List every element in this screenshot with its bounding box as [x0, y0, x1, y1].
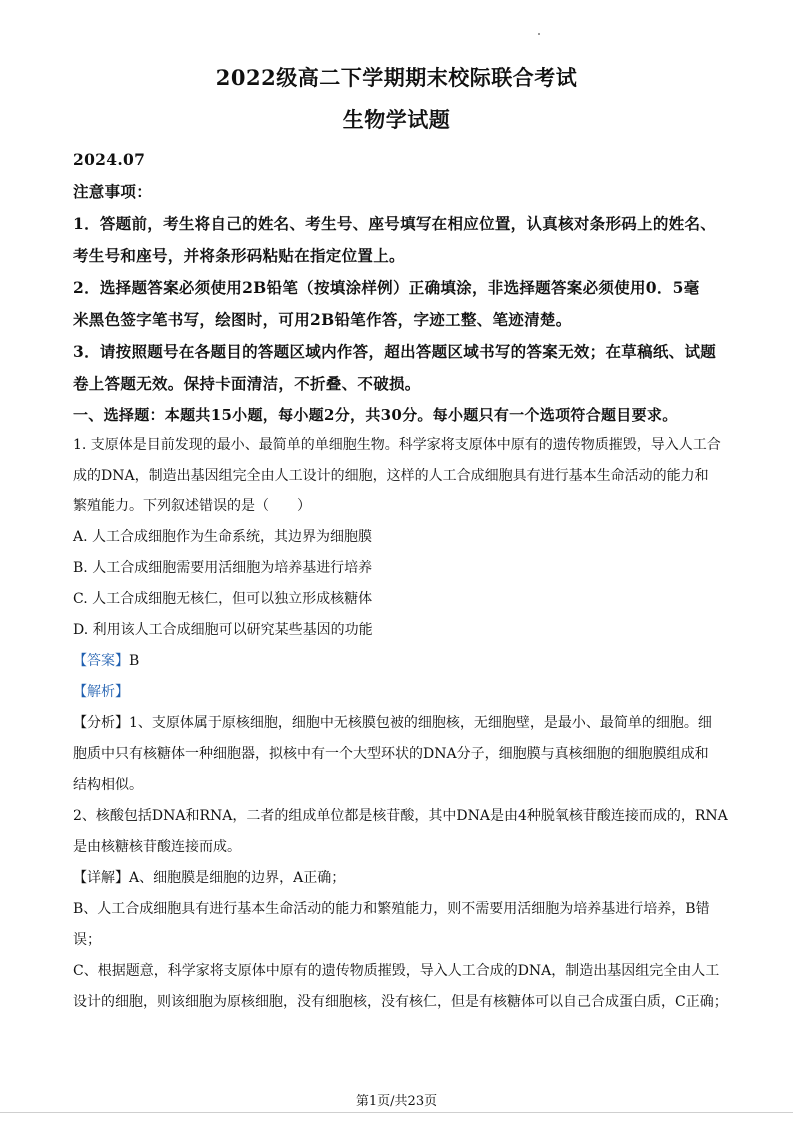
answer-tag: 【答案】: [73, 653, 129, 669]
footer-divider: [0, 1112, 793, 1113]
analysis-text-line: 是由核糖核苷酸连接而成。: [73, 839, 241, 855]
analysis-text-line: 结构相似。: [73, 777, 143, 793]
scan-dot: [538, 33, 540, 35]
question-stem-line: 成的DNA，制造出基因组完全由人工设计的细胞，这样的人工合成细胞具有进行基本生命活动的能力和: [73, 468, 709, 484]
subject-title: 生物学试题: [342, 107, 451, 132]
analysis-text-line: 【分析】1、支原体属于原核细胞，细胞中无核膜包被的细胞核，无细胞壁，是最小、最简单的细胞。细: [73, 715, 712, 731]
notice-heading: 注意事项：: [73, 182, 153, 201]
notice-line: 3．请按照题号在各题目的答题区域内作答，超出答题区域书写的答案无效；在草稿纸、试题: [73, 342, 717, 361]
analysis-text-line: C、根据题意，科学家将支原体中原有的遗传物质摧毁，导入人工合成的DNA，制造出基因组完全由人工: [73, 963, 720, 979]
question-stem-line: 1. 支原体是目前发现的最小、最简单的单细胞生物。科学家将支原体中原有的遗传物质摧毁，导入人工合: [73, 437, 721, 453]
section-heading: 一、选择题：本题共15小题，每小题2分，共30分。每小题只有一个选项符合题目要求。: [73, 406, 678, 424]
notice-line: 卷上答题无效。保持卡面清洁，不折叠、不破损。: [73, 374, 421, 393]
analysis-text-line: 2、核酸包括DNA和RNA，二者的组成单位都是核苷酸，其中DNA是由4种脱氧核苷酸连接而成的，RNA: [73, 808, 728, 824]
page-number: 第1页/共23页: [355, 1094, 438, 1109]
option-c: C. 人工合成细胞无核仁，但可以独立形成核糖体: [73, 591, 373, 607]
notice-line: 2．选择题答案必须使用2B铅笔（按填涂样例）正确填涂，非选择题答案必须使用0．5毫: [73, 278, 700, 297]
answer-value: B: [129, 653, 140, 669]
analysis-tag: 【解析】: [73, 684, 129, 700]
option-a: A. 人工合成细胞作为生命系统，其边界为细胞膜: [73, 529, 373, 545]
notice-line: 米黑色签字笔书写，绘图时，可用2B铅笔作答，字迹工整、笔迹清楚。: [73, 310, 572, 329]
analysis-text-line: B、人工合成细胞具有进行基本生命活动的能力和繁殖能力，则不需要用活细胞为培养基进行培养，B错: [73, 901, 710, 917]
option-b: B. 人工合成细胞需要用活细胞为培养基进行培养: [73, 560, 373, 576]
question-stem-line: 繁殖能力。下列叙述错误的是（ ）: [73, 498, 311, 514]
answer-line: [73, 650, 723, 670]
analysis-line: [73, 681, 723, 701]
exam-title: 2022级高二下学期期末校际联合考试: [215, 65, 578, 90]
analysis-text-line: 设计的细胞，则该细胞为原核细胞，没有细胞核，没有核仁，但是有核糖体可以自己合成蛋白质，C正确；: [73, 994, 728, 1010]
option-d: D. 利用该人工合成细胞可以研究某些基因的功能: [73, 622, 373, 638]
notice-line: 考生号和座号，并将条形码粘贴在指定位置上。: [73, 246, 405, 265]
analysis-text-line: 误；: [73, 932, 101, 948]
exam-date: 2024.07: [73, 150, 146, 169]
analysis-text-line: 【详解】A、细胞膜是细胞的边界，A正确；: [73, 870, 346, 886]
notice-line: 1．答题前，考生将自己的姓名、考生号、座号填写在相应位置，认真核对条形码上的姓名、: [73, 214, 717, 233]
analysis-text-line: 胞质中只有核糖体一种细胞器，拟核中有一个大型环状的DNA分子，细胞膜与真核细胞的细胞膜组成和: [73, 746, 709, 762]
